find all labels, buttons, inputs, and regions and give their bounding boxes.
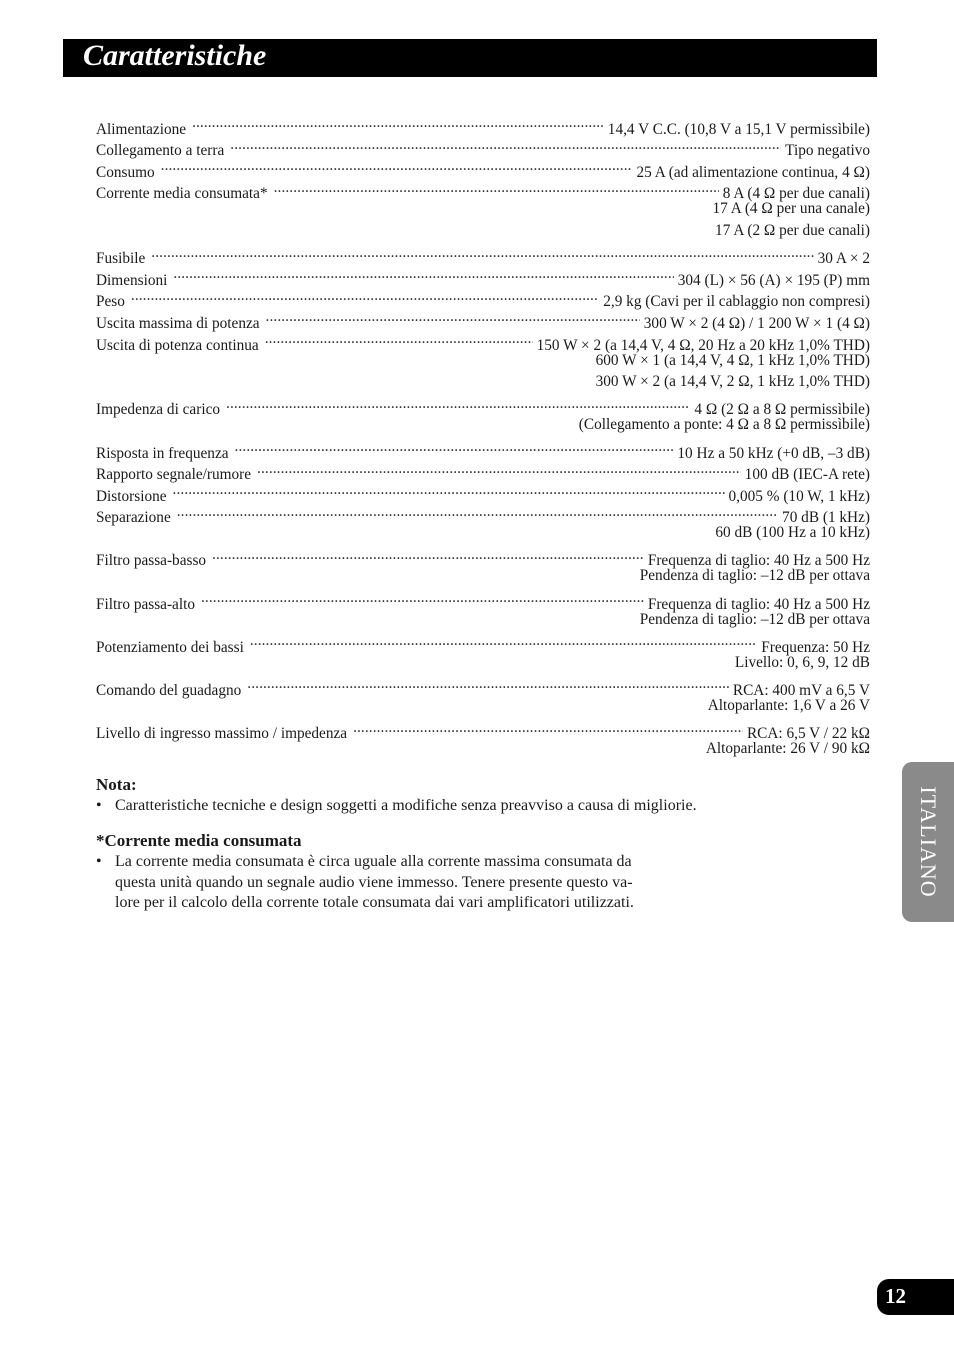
- spec-label: Uscita massima di potenza: [96, 314, 260, 332]
- spec-value: 14,4 V C.C. (10,8 V a 15,1 V permissìbile): [607, 120, 870, 138]
- spec-entry: [96, 630, 870, 673]
- spec-label: Rapporto segnale/rumore: [96, 466, 252, 484]
- note-heading: Nota:: [96, 775, 137, 794]
- spec-label: Alimentazione: [96, 120, 187, 138]
- spec-row: [96, 134, 870, 160]
- spec-label: Risposta in frequenza: [96, 444, 229, 462]
- spec-label: Filtro passa-alto: [96, 595, 195, 613]
- spec-value: 10 Hz a 50 kHz (+0 dB, –3 dB): [677, 444, 870, 462]
- spec-row: [96, 630, 870, 656]
- spec-label: Filtro passa-basso: [96, 552, 207, 570]
- bullet-mark: •: [96, 797, 102, 814]
- dot-leader: [212, 544, 644, 566]
- title-bar: [63, 39, 877, 77]
- spec-entry: [96, 263, 870, 289]
- spec-value: 2,9 kg (Cavi per il cablaggio non compresi): [603, 293, 870, 311]
- dot-leader: [266, 306, 640, 328]
- spec-value: Livello: 0, 6, 9, 12 dB: [734, 653, 870, 671]
- spec-value: RCA: 400 mV a 6,5 V: [732, 682, 870, 700]
- spec-value: 150 W × 2 (a 14,4 V, 4 Ω, 20 Hz a 20 kHz 1,0% THD): [536, 336, 870, 354]
- spec-value: 4 Ω (2 Ω a 8 Ω permissìbile): [694, 401, 870, 419]
- spec-value: Frequenza: 50 Hz: [761, 638, 870, 656]
- dot-leader: [151, 242, 813, 264]
- footnote-text-line: questa unità quando un segnale audio viene immesso. Tenere presente questo va-: [115, 873, 633, 891]
- spec-row: [96, 717, 870, 743]
- spec-label: Comando del guadagno: [96, 682, 242, 700]
- footnote-section: [96, 830, 796, 914]
- spec-value: Altoparlante: 26 V / 90 kΩ: [705, 740, 870, 758]
- spec-value: 25 A (ad alimentazione continua, 4 Ω): [636, 163, 870, 181]
- spec-entry: [96, 242, 870, 268]
- spec-label: Peso: [96, 293, 125, 311]
- spec-value: RCA: 6,5 V / 22 kΩ: [746, 725, 870, 743]
- spec-value: 300 W × 2 (a 14,4 V, 2 Ω, 1 kHz 1,0% THD): [595, 373, 870, 391]
- spec-row: [96, 436, 870, 462]
- spec-entry: [96, 177, 870, 242]
- dot-leader: [353, 717, 743, 739]
- spec-entry: [96, 501, 870, 544]
- dot-leader: [265, 328, 533, 350]
- spec-value: Pendenza di taglio: –12 dB per ottava: [639, 610, 870, 628]
- spec-entry: [96, 393, 870, 436]
- spec-label: Distorsione: [96, 487, 167, 505]
- spec-row: [96, 544, 870, 570]
- spec-entry: [96, 112, 870, 138]
- spec-row-continuation: [96, 371, 870, 393]
- spec-label: Corrente media consumata*: [96, 185, 268, 203]
- spec-value: 304 (L) × 56 (A) × 195 (P) mm: [677, 271, 870, 289]
- footnote-heading: *Corrente media consumata: [96, 831, 302, 850]
- spec-label: Uscita di potenza continua: [96, 336, 259, 354]
- dot-leader: [235, 436, 674, 458]
- spec-label: Consumo: [96, 163, 155, 181]
- spec-value: 70 dB (1 kHz): [782, 509, 870, 527]
- spec-value: Tipo negativo: [785, 142, 870, 160]
- spec-entry: [96, 134, 870, 160]
- dot-leader: [173, 479, 725, 501]
- spec-row-continuation: [96, 522, 870, 544]
- spec-entry: [96, 544, 870, 587]
- spec-row: [96, 242, 870, 268]
- spec-entry: [96, 587, 870, 630]
- spec-row: [96, 673, 870, 700]
- language-tab: [902, 762, 954, 922]
- spec-value: Frequenza di taglio: 40 Hz a 500 Hz: [647, 552, 870, 570]
- spec-row: [96, 587, 870, 613]
- dot-leader: [192, 112, 604, 134]
- spec-row-continuation: [96, 220, 870, 242]
- dot-leader: [177, 501, 778, 523]
- spec-value: 0,005 % (10 W, 1 kHz): [728, 487, 870, 505]
- spec-value: 600 W × 1 (a 14,4 V, 4 Ω, 1 kHz 1,0% THD): [595, 351, 870, 369]
- note-bullet-item: [96, 796, 796, 817]
- spec-label: Dimensioni: [96, 271, 168, 289]
- dot-leader: [274, 177, 719, 199]
- spec-value: 30 A × 2: [817, 250, 870, 268]
- dot-leader: [250, 630, 757, 652]
- note-section: [96, 774, 796, 817]
- spec-label: Potenziamento dei bassi: [96, 638, 244, 656]
- spec-value: (Collegamento a ponte: 4 Ω a 8 Ω permissìbile): [578, 416, 870, 434]
- dot-leader: [247, 673, 729, 695]
- dot-leader: [161, 155, 633, 177]
- language-tab-label: ITALIANO: [916, 786, 941, 898]
- spec-value: 100 dB (IEC-A rete): [744, 466, 870, 484]
- spec-row-continuation: [96, 609, 870, 631]
- page-number: 12: [885, 1284, 906, 1308]
- spec-row: [96, 155, 870, 181]
- spec-value: 17 A (4 Ω per una canale): [712, 200, 870, 218]
- dot-leader: [131, 285, 599, 307]
- spec-entry: [96, 436, 870, 462]
- spec-row: [96, 263, 870, 289]
- spec-entry: [96, 155, 870, 181]
- spec-label: Livello di ingresso massimo / impedenza: [96, 725, 348, 743]
- spec-entry: [96, 328, 870, 393]
- bullet-mark: •: [96, 853, 102, 870]
- footnote-text-line: La corrente media consumata è circa uguale alla corrente massima consumata da: [115, 853, 632, 870]
- note-text: Caratteristiche tecniche e design soggetti a modifiche senza preavviso a causa di migliorie.: [115, 797, 697, 814]
- spec-value: Frequenza di taglio: 40 Hz a 500 Hz: [647, 595, 870, 613]
- spec-label: Impedenza di carico: [96, 401, 221, 419]
- spec-value: Pendenza di taglio: –12 dB per ottava: [639, 567, 870, 585]
- footnote-text-line: lore per il calcolo della corrente totale consumata dai vari amplificatori utilizzati.: [115, 894, 634, 911]
- dot-leader: [201, 587, 644, 609]
- footnote-bullet-item: [96, 852, 796, 914]
- dot-leader: [173, 263, 673, 285]
- spec-value: 17 A (2 Ω per due canali): [715, 221, 870, 239]
- spec-row: [96, 112, 870, 138]
- spec-label: Separazione: [96, 509, 171, 527]
- page-number-badge: [877, 1279, 954, 1315]
- dot-leader: [257, 458, 741, 480]
- dot-leader: [226, 393, 690, 415]
- specifications-list: [96, 112, 870, 760]
- spec-row: [96, 501, 870, 527]
- spec-row: [96, 393, 870, 419]
- spec-value: 60 dB (100 Hz a 10 kHz): [715, 524, 870, 542]
- page-title: Caratteristiche: [83, 39, 267, 72]
- spec-label: Fusibile: [96, 250, 146, 268]
- spec-value: 300 W × 2 (4 Ω) / 1 200 W × 1 (4 Ω): [643, 314, 870, 332]
- spec-label: Collegamento a terra: [96, 142, 225, 160]
- spec-value: Altoparlante: 1,6 V a 26 V: [707, 697, 870, 715]
- spec-entry: [96, 717, 870, 760]
- spec-row-continuation: [96, 565, 870, 587]
- spec-entry: [96, 673, 870, 716]
- dot-leader: [230, 134, 781, 156]
- spec-value: 8 A (4 Ω per due canali): [722, 185, 870, 203]
